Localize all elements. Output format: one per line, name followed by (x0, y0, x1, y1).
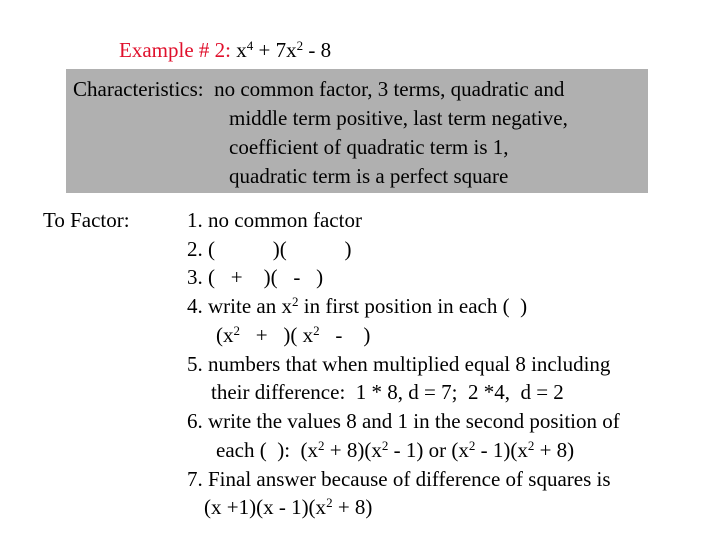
step-6-text-e: + 8) (534, 438, 575, 462)
step-6-continued (216, 436, 574, 465)
to-factor-label: To Factor: (43, 208, 130, 232)
step-4-text-a: 4. write an x (187, 294, 292, 318)
expression-part-c: - 8 (303, 38, 332, 62)
step-1: 1. no common factor (187, 208, 362, 232)
characteristics-line-4: quadratic term is a perfect square (229, 164, 509, 188)
step-6-exp-1: 2 (318, 438, 325, 453)
step-4-template-exp-1: 2 (233, 323, 240, 338)
step-6-text-d: - 1)(x (475, 438, 528, 462)
step-6-exp-3: 2 (468, 438, 476, 453)
expression-part-a: x (236, 38, 247, 62)
expression-exponent-4: 4 (246, 38, 254, 53)
step-4-exponent: 2 (291, 294, 299, 309)
step-4-template-exp-2: 2 (313, 323, 320, 338)
example-label: Example # 2: (119, 38, 237, 62)
characteristics-line-1: Characteristics: no common factor, 3 terms, quadratic and (73, 77, 565, 101)
characteristics-box (66, 69, 648, 193)
step-5-continued: their difference: 1 * 8, d = 7; 2 *4, d = 2 (211, 380, 564, 404)
expression-part-b: + 7x (253, 38, 297, 62)
step-6: 6. write the values 8 and 1 in the second position of (187, 409, 620, 433)
expression-exponent-2: 2 (296, 38, 304, 53)
characteristics-line-2: middle term positive, last term negative, (229, 106, 568, 130)
step-6-exp-4: 2 (527, 438, 535, 453)
step-6-text-a: each ( ): (x (216, 438, 319, 462)
final-answer-a: (x +1)(x - 1)(x (204, 495, 327, 519)
step-6-exp-2: 2 (381, 438, 389, 453)
step-4-template-b: + )( x (240, 323, 314, 347)
step-3: 3. ( + )( - ) (187, 265, 324, 289)
step-4-template-c: - ) (319, 323, 371, 347)
step-5: 5. numbers that when multiplied equal 8 including (187, 352, 611, 376)
final-answer-exponent: 2 (326, 495, 333, 510)
final-answer (204, 493, 372, 522)
step-6-text-c: - 1) or (x (388, 438, 469, 462)
step-4-template-a: (x (216, 323, 234, 347)
step-4-text-b: in first position in each ( ) (298, 294, 528, 318)
step-6-text-b: + 8)(x (324, 438, 382, 462)
step-7: 7. Final answer because of difference of squares is (187, 467, 611, 491)
step-4 (187, 292, 527, 321)
characteristics-line-3: coefficient of quadratic term is 1, (229, 135, 509, 159)
step-2: 2. ( )( ) (187, 237, 352, 261)
step-4-template (216, 321, 370, 350)
final-answer-b: + 8) (332, 495, 373, 519)
example-title (119, 36, 331, 64)
